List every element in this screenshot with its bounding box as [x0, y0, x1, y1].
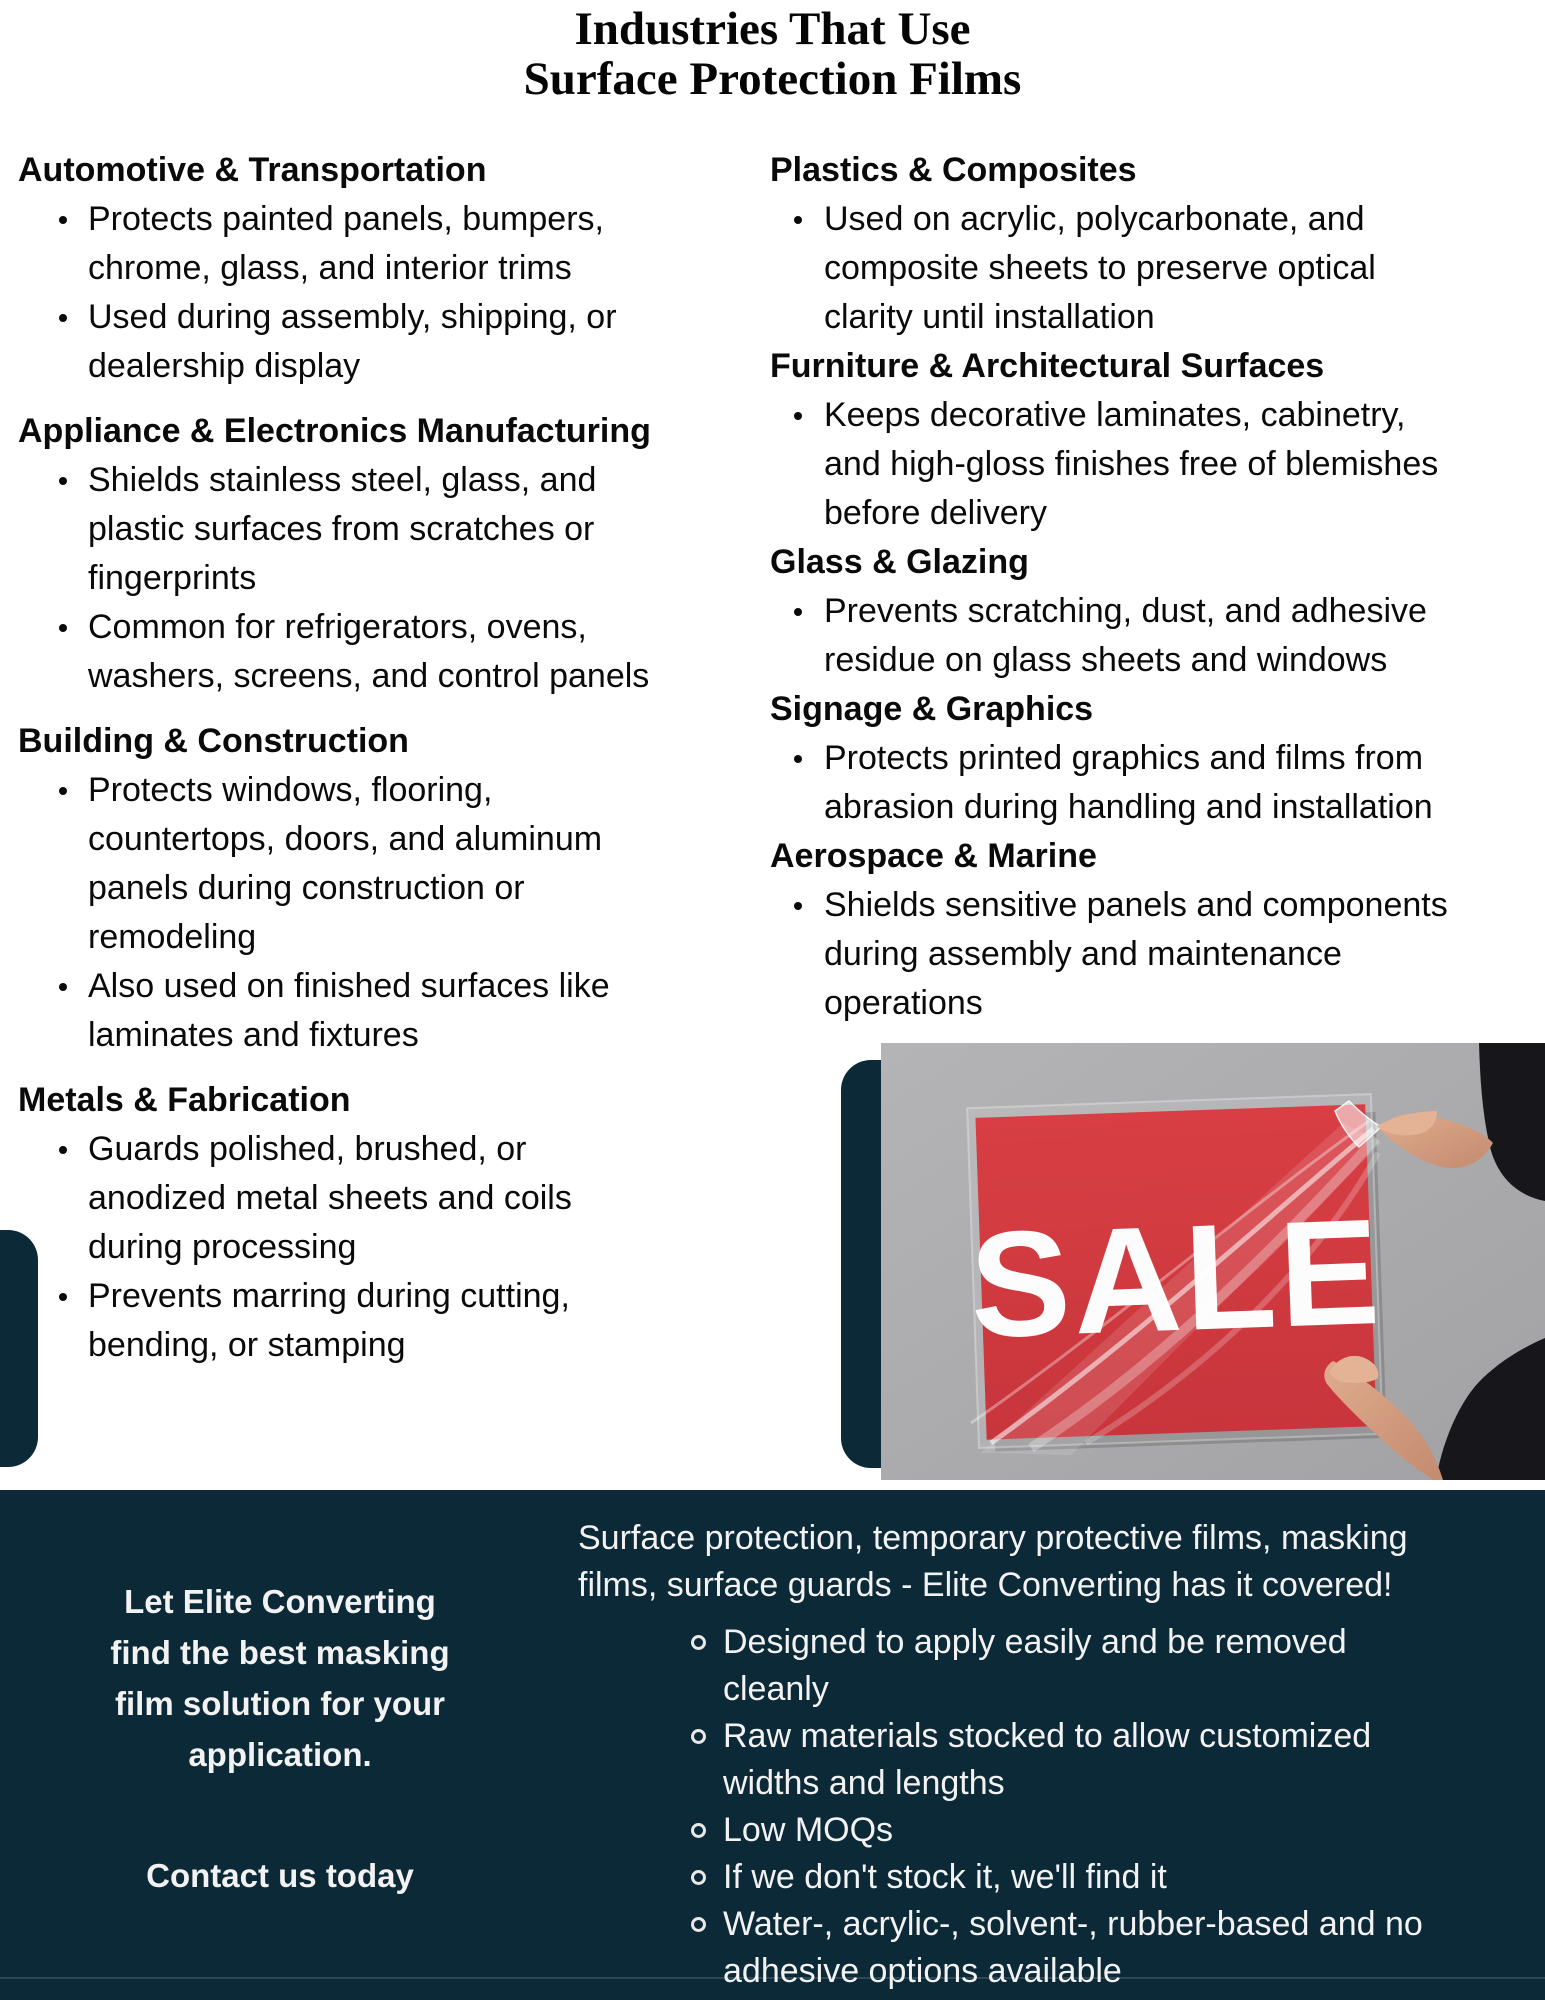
bullet-line: Used on acrylic, polycarbonate, and [770, 195, 1545, 244]
bullet-continuation-line: plastic surfaces from scratches or [88, 510, 595, 548]
bullet-continuation-line: chrome, glass, and interior trims [88, 249, 572, 287]
section-heading: Metals & Fabrication [18, 1081, 351, 1119]
section-heading: Glass & Glazing [770, 543, 1029, 581]
section-heading: Aerospace & Marine [770, 837, 1097, 875]
bottom-divider-line [0, 1977, 1545, 1979]
section-heading: Furniture & Architectural Surfaces [770, 347, 1325, 385]
section-heading: Appliance & Electronics Manufacturing [18, 412, 651, 450]
footer-intro [578, 1515, 1538, 1609]
page-title-line-1: Industries That Use [574, 3, 971, 55]
bullet-continuation-line: during processing [88, 1228, 357, 1266]
bullet-line: Also used on finished surfaces like [18, 962, 718, 1011]
footer-intro-line: Surface protection, temporary protective films, masking [578, 1519, 1408, 1557]
bullet-continuation-line: washers, screens, and control panels [88, 657, 650, 695]
footer-bullet-list [578, 1619, 1538, 1995]
bullet-line: Guards polished, brushed, or [18, 1125, 718, 1174]
section-heading: Building & Construction [18, 722, 409, 760]
bullet-line: Protects painted panels, bumpers, [18, 195, 718, 244]
bullet-continuation-line: fingerprints [88, 559, 257, 597]
bullet-continuation-line: anodized metal sheets and coils [88, 1179, 572, 1217]
bullet-continuation-line: bending, or stamping [88, 1326, 406, 1364]
bullet-continuation-line: and high-gloss finishes free of blemishes [824, 445, 1439, 483]
bullet-continuation-line: remodeling [88, 918, 257, 956]
footer-bullet-line: Water-, acrylic-, solvent-, rubber-based and no [578, 1901, 1538, 1948]
bullet-line: Protects windows, flooring, [18, 766, 718, 815]
bullet-line: Prevents marring during cutting, [18, 1272, 718, 1321]
footer-bullet-continuation-line: cleanly [723, 1670, 829, 1708]
footer-intro-line: films, surface guards - Elite Converting has it covered! [578, 1566, 1393, 1604]
bullet-continuation-line: panels during construction or [88, 869, 525, 907]
footer-message [0, 1576, 560, 1901]
footer-message-line: application. [188, 1736, 372, 1773]
bullet-line: Shields stainless steel, glass, and [18, 456, 718, 505]
section-heading: Plastics & Composites [770, 151, 1137, 189]
bullet-continuation-line: before delivery [824, 494, 1048, 532]
bullet-line: Shields sensitive panels and components [770, 881, 1545, 930]
footer-bullet-continuation-line: widths and lengths [723, 1764, 1005, 1802]
bullet-line: Common for refrigerators, ovens, [18, 603, 718, 652]
page-title-line-2: Surface Protection Films [523, 53, 1022, 105]
footer-details [578, 1515, 1538, 1995]
footer [0, 1490, 1545, 2000]
footer-bullet-continuation-line: adhesive options available [723, 1952, 1122, 1990]
bullet-continuation-line: residue on glass sheets and windows [824, 641, 1388, 679]
section-heading: Signage & Graphics [770, 690, 1094, 728]
bullet-continuation-line: abrasion during handling and installation [824, 788, 1433, 826]
bullet-continuation-line: countertops, doors, and aluminum [88, 820, 603, 858]
film-application-photo [881, 1043, 1545, 1480]
right-column [770, 146, 1545, 1028]
footer-bullet-line: Designed to apply easily and be removed [578, 1619, 1538, 1666]
bullet-line: Keeps decorative laminates, cabinetry, [770, 391, 1545, 440]
footer-message-lines [0, 1576, 560, 1780]
bullet-line: Used during assembly, shipping, or [18, 293, 718, 342]
contact-us-text: Contact us today [146, 1857, 414, 1894]
bullet-continuation-line: laminates and fixtures [88, 1016, 419, 1054]
footer-message-line: find the best masking [110, 1634, 450, 1671]
bullet-continuation-line: composite sheets to preserve optical [824, 249, 1376, 287]
bullet-line: Prevents scratching, dust, and adhesive [770, 587, 1545, 636]
decorative-side-tab [0, 1230, 38, 1467]
bullet-continuation-line: during assembly and maintenance [824, 935, 1342, 973]
bullet-continuation-line: dealership display [88, 347, 361, 385]
section-heading: Automotive & Transportation [18, 151, 487, 189]
footer-message-line: Let Elite Converting [124, 1583, 436, 1620]
left-column [18, 146, 718, 1370]
footer-message-line: film solution for your [115, 1685, 445, 1722]
footer-bullet-line: If we don't stock it, we'll find it [578, 1854, 1538, 1901]
page-title [0, 4, 1545, 104]
bullet-continuation-line: operations [824, 984, 983, 1022]
bullet-continuation-line: clarity until installation [824, 298, 1155, 336]
footer-bullet-line: Raw materials stocked to allow customized [578, 1713, 1538, 1760]
footer-bullet-line: Low MOQs [578, 1807, 1538, 1854]
bullet-line: Protects printed graphics and films from [770, 734, 1545, 783]
